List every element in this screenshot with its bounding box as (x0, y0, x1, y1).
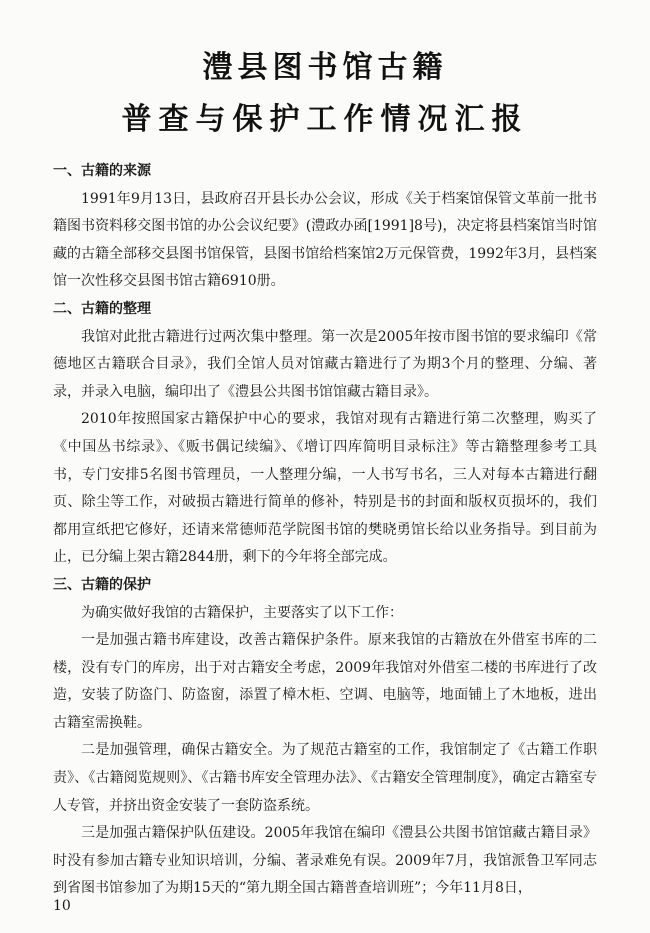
paragraph: 我馆对此批古籍进行过两次集中整理。第一次是2005年按市图书馆的要求编印《常德地区古籍联合目录》，我们全馆人员对馆藏古籍进行了为期3个月的整理、分编、著录，并录入电脑，编印出了《澧县公共图书馆馆藏古籍目录》。 (53, 328, 597, 400)
paragraph: 为确实做好我馆的古籍保护，主要落实了以下工作： (81, 604, 403, 621)
page-title-line-1: 澧县图书馆古籍 (202, 50, 448, 85)
paragraph: 三是加强古籍保护队伍建设。2005年我馆在编印《澧县公共图书馆馆藏古籍目录》时没有参加古籍专业知识培训，分编、著录难免有误。2009年7月，我馆派鲁卫军同志到省图书馆参加了为期15天的“第九期全国古籍普查培训班”；今年11月8日， (53, 825, 597, 897)
paragraph: 2010年按照国家古籍保护中心的要求，我馆对现有古籍进行第二次整理，购买了《中国丛书综录》、《贩书偶记续编》、《增订四库简明目录标注》等古籍整理参考工具书，专门安排5名图书管理员，一人整理分编，一人书写书名，三人对每本古籍进行翻页、除尘等工作，对破损古籍进行简单的修补，特别是书的封面和版权页损坏的，我们都用宣纸把它修好，还请来常德师范学院图书馆的樊晓勇馆长给以业务指导。到目前为止，已分编上架古籍2844册，剩下的今年将全部完成。 (53, 411, 597, 566)
paragraph: 二是加强管理，确保古籍安全。为了规范古籍室的工作，我馆制定了《古籍工作职责》、《古籍阅览规则》、《古籍书库安全管理办法》、《古籍安全管理制度》，确定古籍室专人专管，并挤出资金安装了一套防盗系统。 (53, 742, 597, 814)
section-heading-organizing: 二、古籍的整理 (53, 300, 151, 317)
page-title-line-2: 普查与保护工作情况汇报 (121, 102, 529, 137)
section-heading-source: 一、古籍的来源 (53, 163, 151, 179)
page-number: 10 (53, 898, 71, 914)
paragraph: 1991年9月13日，县政府召开县长办公会议，形成《关于档案馆保管文革前一批书籍图书资料移交图书馆的办公会议纪要》(澧政办函[1991]8号)，决定将县档案馆当时馆藏的古籍全部移交县图书馆保管，县图书馆给档案馆2万元保管费，1992年3月，县档案馆一次性移交县图书馆古籍6910册。 (53, 190, 597, 290)
section-heading-protection: 三、古籍的保护 (53, 576, 151, 593)
body-text (53, 158, 597, 903)
paragraph: 一是加强古籍书库建设，改善古籍保护条件。原来我馆的古籍放在外借室书库的二楼，没有专门的库房，出于对古籍安全考虑，2009年我馆对外借室二楼的书库进行了改造，安装了防盗门、防盗窗，添置了樟木柜、空调、电脑等，地面铺上了木地板，进出古籍室需换鞋。 (53, 632, 597, 731)
